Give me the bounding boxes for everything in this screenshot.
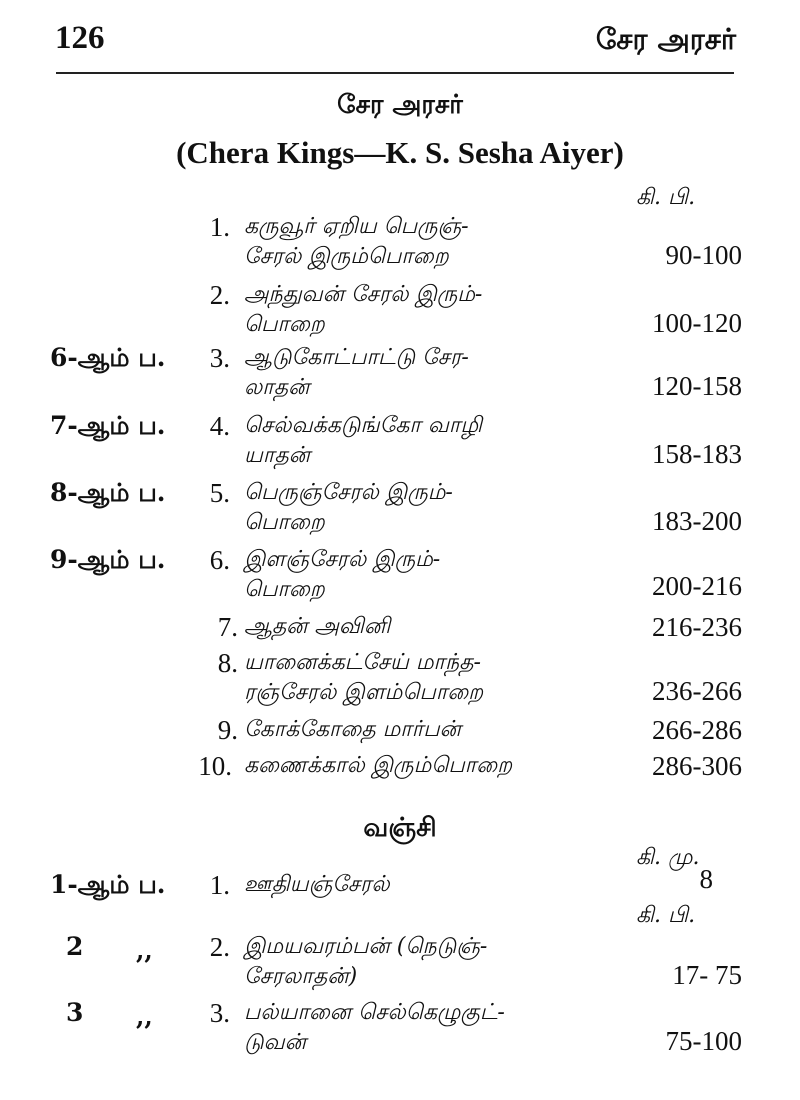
entry-line1: செல்வக்கடுங்கோ வாழி	[244, 413, 483, 438]
entry-number: 3.	[209, 998, 230, 1028]
entry-number: 2.	[209, 932, 230, 962]
entry-years: 266-286	[652, 715, 742, 745]
entry-years: 216-236	[652, 612, 742, 642]
entry-number: 8.	[217, 648, 238, 678]
entry-years: 75-100	[665, 1026, 742, 1056]
entry-prefix: 9-ஆம் ப.	[50, 545, 166, 574]
entry-line1: இமயவரம்பன் (நெடுஞ்-	[244, 934, 488, 959]
entry-line2: பொறை	[244, 312, 325, 337]
entry-number: 6.	[209, 545, 230, 575]
list-item	[0, 411, 800, 471]
entry-line1: இளஞ்சேரல் இரும்-	[244, 547, 441, 572]
entry-years: 183-200	[652, 506, 742, 536]
page-number: 126	[55, 20, 105, 56]
entry-line2: பொறை	[244, 510, 325, 535]
entry-number: 2.	[209, 280, 230, 310]
entry-years: 236-266	[652, 676, 742, 706]
entry-line2: டுவன்	[244, 1030, 307, 1055]
section-subtitle: (Chera Kings—K. S. Sesha Aiyer)	[176, 135, 624, 170]
entry-years: 17- 75	[672, 960, 742, 990]
ditto-mark: ,,	[136, 1002, 153, 1031]
entry-line1: பெருஞ்சேரல் இரும்-	[244, 480, 453, 505]
entry-line2: லாதன்	[244, 375, 310, 400]
entry-line1: கணைக்கால் இரும்பொறை	[244, 753, 513, 778]
era-label-bc: கி. மு.	[636, 845, 700, 870]
list-item	[0, 932, 800, 992]
section-title: சேர அரசர்	[337, 90, 463, 120]
list-item	[0, 280, 800, 340]
list-item	[0, 478, 800, 538]
entry-prefix: 7-ஆம் ப.	[50, 411, 166, 440]
entry-line2: சேரல் இரும்பொறை	[244, 244, 449, 269]
entry-years: 286-306	[652, 751, 742, 781]
header-rule	[56, 72, 734, 74]
entry-number: 5.	[209, 478, 230, 508]
era-label: கி. பி.	[636, 185, 696, 210]
era-label-ad: கி. பி.	[636, 903, 696, 928]
entry-prefix: 6-ஆம் ப.	[50, 343, 166, 372]
entry-line2: பொறை	[244, 577, 325, 602]
list-item	[0, 648, 800, 708]
entry-line2: யாதன்	[244, 443, 311, 468]
entry-line1: கோக்கோதை மார்பன்	[244, 717, 461, 742]
entry-number: 3.	[209, 343, 230, 373]
entry-line1: ஊதியஞ்சேரல்	[244, 872, 390, 897]
entry-line1: யானைக்கட்சேய் மாந்த-	[244, 650, 481, 675]
entry-prefix: 8-ஆம் ப.	[50, 478, 166, 507]
ditto-mark: ,,	[136, 936, 153, 965]
entry-line1: கருவூர் ஏறிய பெருஞ்-	[244, 214, 469, 239]
entry-years: 8	[699, 864, 713, 894]
entry-line1: ஆடுகோட்பாட்டு சேர-	[244, 345, 469, 370]
entry-years: 120-158	[652, 371, 742, 401]
list-item	[0, 545, 800, 605]
entry-prefix: 2	[66, 932, 84, 961]
entry-number: 1.	[209, 870, 230, 900]
list-item	[0, 998, 800, 1058]
entry-number: 1.	[209, 212, 230, 242]
list-item	[0, 751, 800, 811]
running-title: சேர அரசர்	[595, 22, 736, 56]
entry-years: 158-183	[652, 439, 742, 469]
entry-prefix: 1-ஆம் ப.	[50, 870, 166, 899]
entry-number: 10.	[198, 751, 232, 781]
entry-prefix: 3	[66, 998, 84, 1027]
entry-number: 7.	[217, 612, 238, 642]
entry-line1: அந்துவன் சேரல் இரும்-	[244, 282, 483, 307]
entry-years: 100-120	[652, 308, 742, 338]
entry-number: 9.	[217, 715, 238, 745]
entry-years: 90-100	[665, 240, 742, 270]
entry-line1: ஆதன் அவினி	[244, 614, 391, 639]
entry-line2: ரஞ்சேரல் இளம்பொறை	[244, 680, 484, 705]
entry-years: 200-216	[652, 571, 742, 601]
section-title: வஞ்சி	[363, 813, 437, 843]
entry-line2: சேரலாதன்)	[244, 964, 358, 989]
entry-number: 4.	[209, 411, 230, 441]
list-item	[0, 212, 800, 272]
entry-line1: பல்யானை செல்கெழுகுட்-	[244, 1000, 505, 1025]
list-item	[0, 343, 800, 403]
